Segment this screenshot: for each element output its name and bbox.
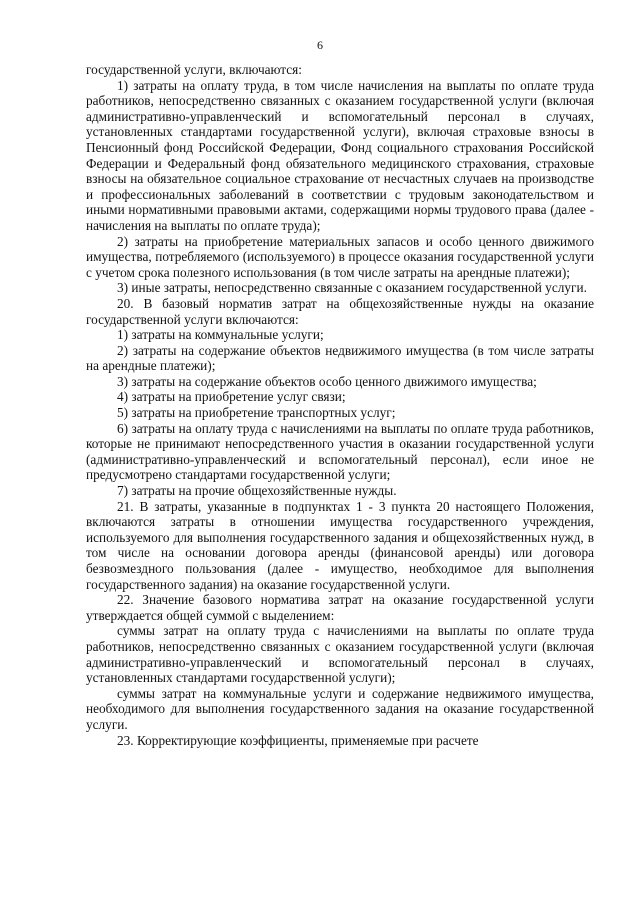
paragraph: 22. Значение базового норматива затрат на оказание государственной услуги утверждается общей суммой с выделением: bbox=[86, 592, 594, 623]
paragraph: 21. В затраты, указанные в подпунктах 1 - 3 пункта 20 настоящего Положения, включаются затраты в отношении имущества государственного учреждения, используемого для выполнения государственного задания и общехозяйственных нужд, в том числе на основании договора аренды (финансовой аренды) или договора безвозмездного пользования (далее - имущество, необходимое для выполнения государственного задания) на оказание государственной услуги. bbox=[86, 498, 594, 592]
paragraph: 3) затраты на содержание объектов особо ценного движимого имущества; bbox=[117, 373, 537, 389]
paragraph: суммы затрат на оплату труда с начислениями на выплаты по оплате труда работников, непосредственно связанных с оказанием государственной услуги (включая административно-управленческий и вспомогательный персонал в случаях, установленных стандартами государственной услуги); bbox=[86, 623, 594, 686]
paragraph: 3) иные затраты, непосредственно связанные с оказанием государственной услуги. bbox=[117, 280, 587, 296]
paragraph: 4) затраты на приобретение услуг связи; bbox=[117, 389, 346, 405]
paragraph: суммы затрат на коммунальные услуги и содержание недвижимого имущества, необходимого для выполнения государственного задания на оказание государственной услуги. bbox=[86, 685, 594, 732]
paragraph: 5) затраты на приобретение транспортных услуг; bbox=[117, 405, 396, 421]
page-number: 6 bbox=[317, 38, 323, 52]
paragraph: 1) затраты на оплату труда, в том числе начисления на выплаты по оплате труда работников, непосредственно связанных с оказанием государственной услуги (включая административно-управленческий и вспомогательный персонал в случаях, установленных стандартами государственной услуги), включая страховые взносы в Пенсионный фонд Российской Федерации, Фонд социального страхования Российской Федерации и Федеральный фонд обязательного медицинского страхования, страховые взносы на обязательное социальное страхование от несчастных случаев на производстве и профессиональных заболеваний в соответствии с трудовым законодательством и иными нормативными правовыми актами, содержащими нормы трудового права (далее - начисления на выплаты по оплате труда); bbox=[86, 77, 594, 233]
paragraph: государственной услуги, включаются: bbox=[86, 62, 302, 77]
paragraph: 20. В базовый норматив затрат на общехозяйственные нужды на оказание государственной услуги включаются: bbox=[86, 295, 594, 327]
paragraph: 2) затраты на приобретение материальных запасов и особо ценного движимого имущества, потребляемого (используемого) в процессе оказания государственной услуги с учетом срока полезного использования (в том числе затраты на арендные платежи); bbox=[86, 233, 594, 280]
paragraph: 2) затраты на содержание объектов недвижимого имущества (в том числе затраты на арендные платежи); bbox=[86, 342, 594, 374]
document-body bbox=[86, 62, 594, 748]
paragraph: 7) затраты на прочие общехозяйственные нужды. bbox=[117, 483, 397, 499]
paragraph: 23. Корректирующие коэффициенты, применяемые при расчете bbox=[117, 732, 479, 748]
paragraph: 1) затраты на коммунальные услуги; bbox=[117, 327, 324, 343]
paragraph: 6) затраты на оплату труда с начислениями на выплаты по оплате труда работников, которые не принимают непосредственного участия в оказании государственной услуги (административно-управленческий и вспомогательный персонал), если иное не предусмотрено стандартами государственной услуги; bbox=[86, 420, 594, 483]
